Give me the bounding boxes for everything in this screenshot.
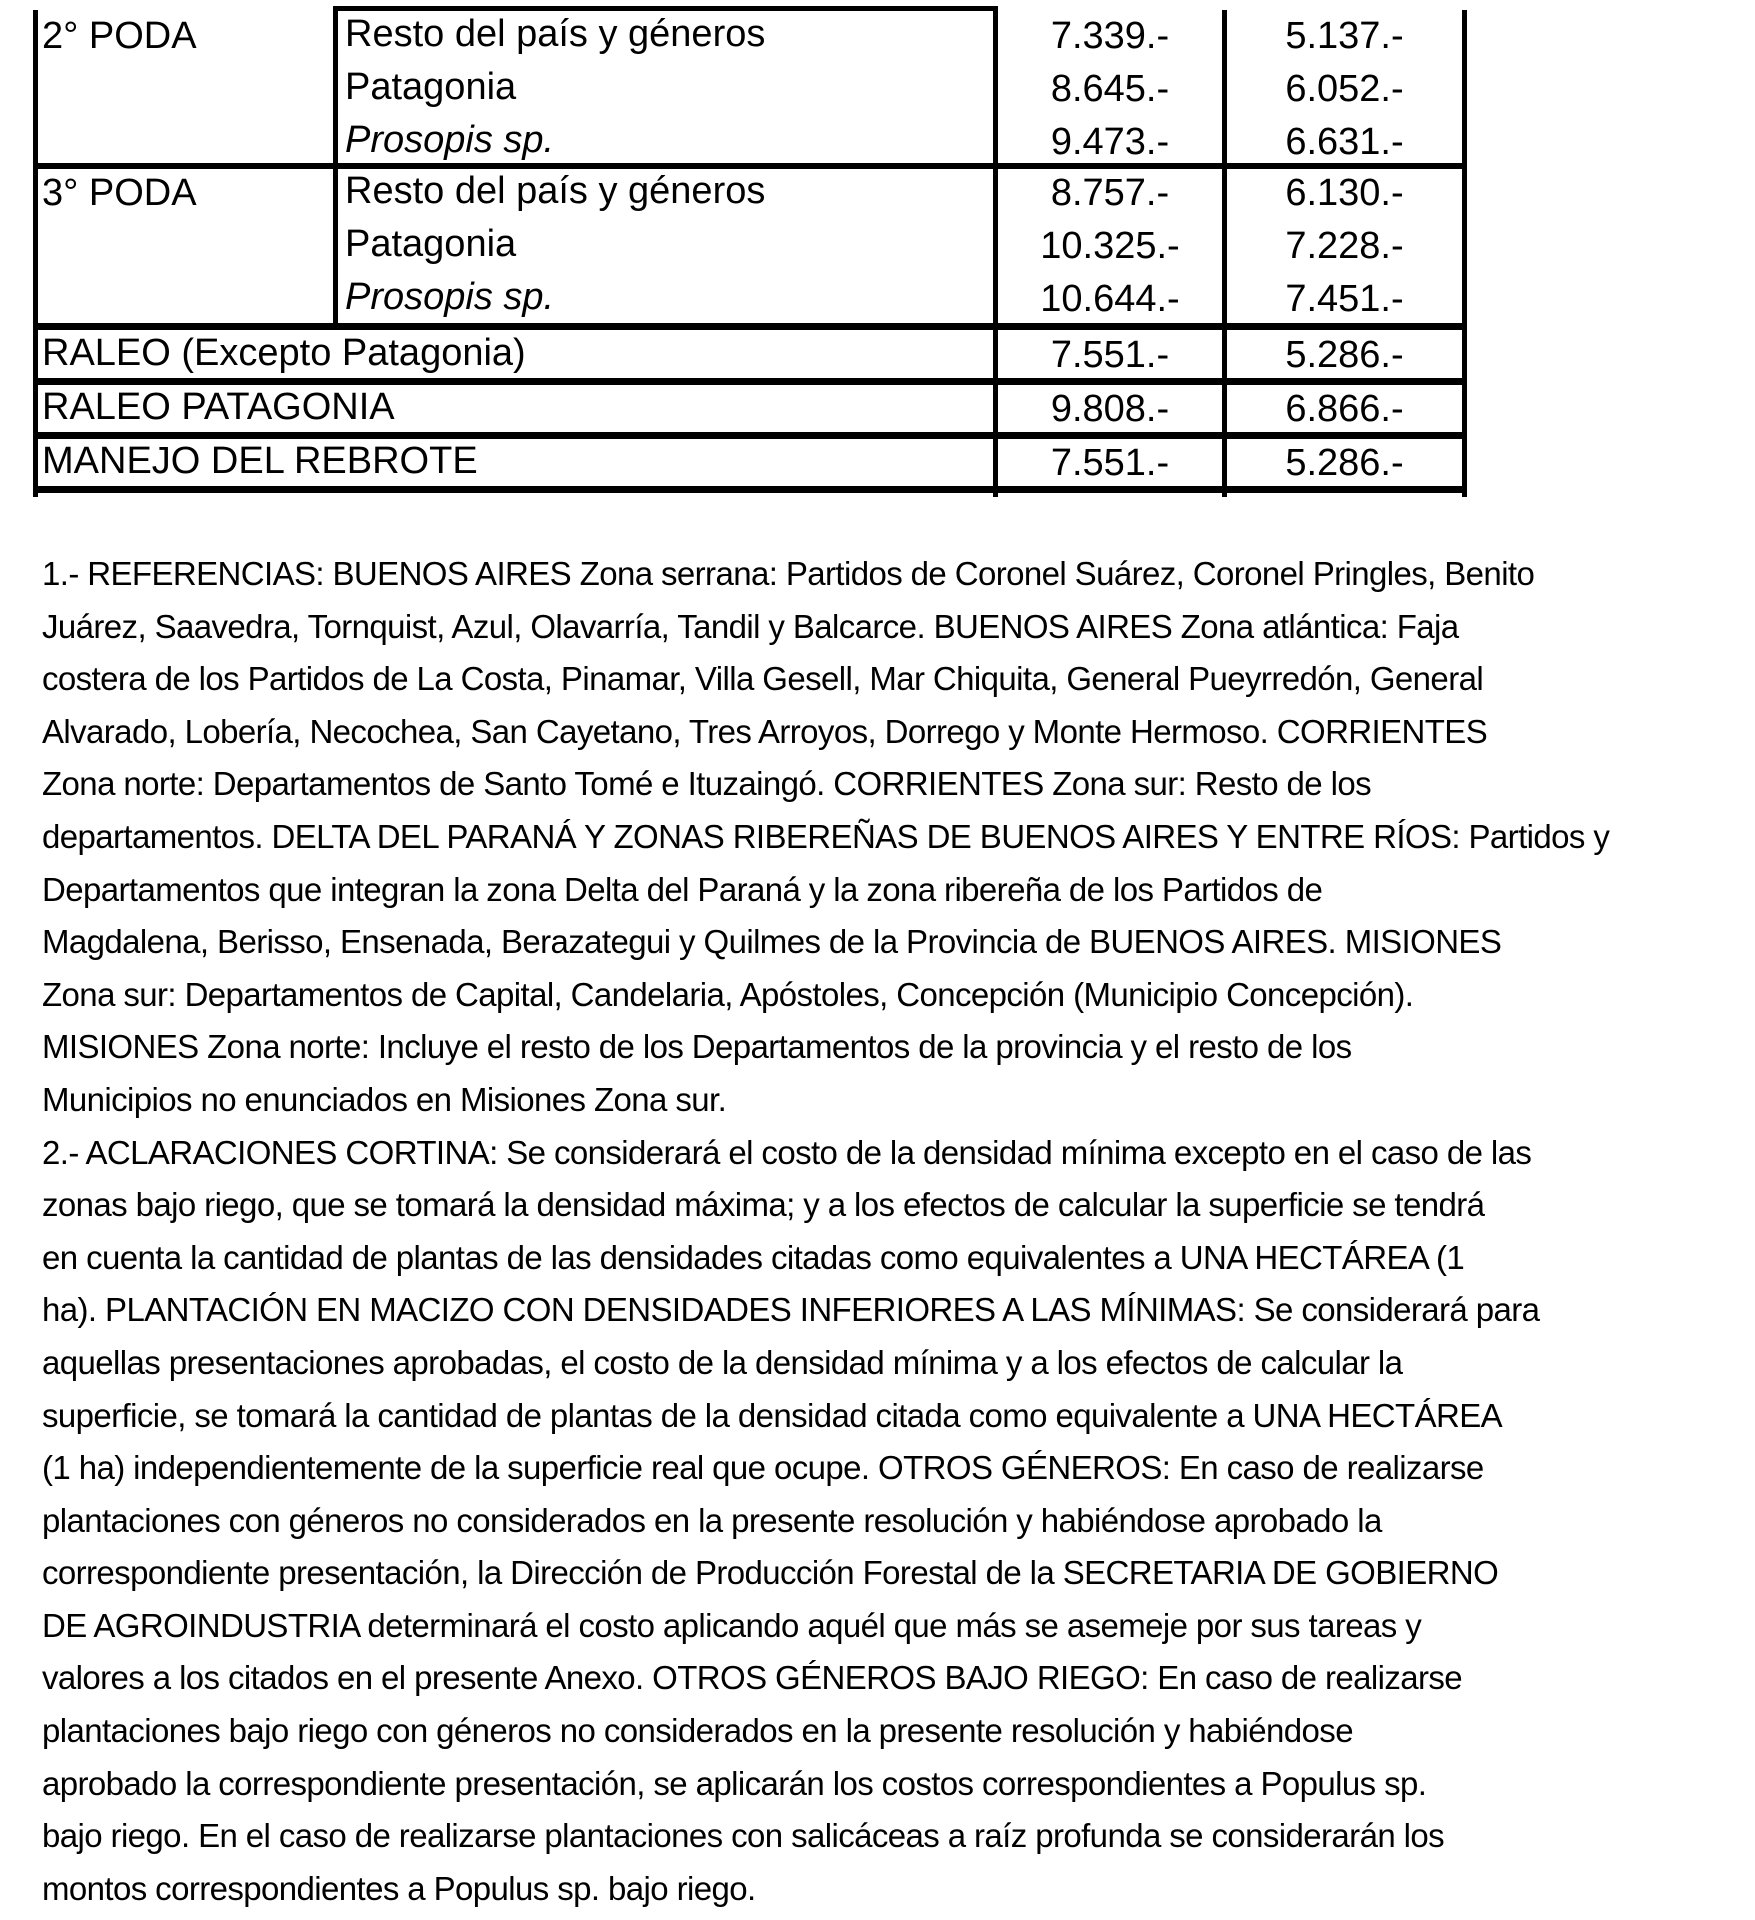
cost-value: 5.286.- [1285,334,1404,376]
note-line: zonas bajo riego, que se tomará la densidad máxima; y a los efectos de calcular la superficie se tendrá [42,1186,1485,1224]
cost-value: 8.757.- [1050,172,1170,214]
cost-value: 8.645.- [1050,68,1170,110]
cost-value: 10.325.- [1040,225,1180,267]
note-line: Zona sur: Departamentos de Capital, Candelaria, Apóstoles, Concepción (Municipio Concepción). [42,975,1414,1013]
note-line: montos correspondientes a Populus sp. bajo riego. [42,1869,756,1907]
zone-label: Patagonia [345,223,517,265]
note-line: ha). PLANTACIÓN EN MACIZO CON DENSIDADES INFERIORES A LAS MÍNIMAS: Se considerará para [42,1291,1540,1329]
cost-value: 6.631.- [1285,121,1404,163]
note-line: 1.- REFERENCIAS: BUENOS AIRES Zona serrana: Partidos de Coronel Suárez, Coronel Pringles, Benito [42,555,1535,592]
note-line: correspondiente presentación, la Dirección de Producción Forestal de la SECRETARIA DE GOBIERNO [42,1554,1499,1592]
note-line: DE AGROINDUSTRIA determinará el costo aplicando aquél que más se asemeje por sus tareas y [42,1606,1422,1644]
cost-value: 6.052.- [1285,68,1404,110]
zone-label: Patagonia [345,66,517,108]
zone-label: Prosopis sp. [345,276,555,318]
zone-label: Resto del país y géneros [345,13,766,55]
task-label: 3° PODA [42,172,197,214]
zone-label: Prosopis sp. [345,119,555,161]
task-label: MANEJO DEL REBROTE [42,440,478,482]
note-line: costera de los Partidos de La Costa, Pinamar, Villa Gesell, Mar Chiquita, General Pueyrredón, General [42,660,1484,698]
note-line: Zona norte: Departamentos de Santo Tomé e Ituzaingó. CORRIENTES Zona sur: Resto de los [42,765,1371,803]
table-border-right [1462,10,1467,497]
note-line: Juárez, Saavedra, Tornquist, Azul, Olavarría, Tandil y Balcarce. BUENOS AIRES Zona atlántica: Faja [42,607,1459,645]
task-label: RALEO PATAGONIA [42,386,395,428]
zone-label: Resto del país y géneros [345,170,766,212]
cost-value: 5.286.- [1285,442,1404,484]
note-line: Municipios no enunciados en Misiones Zona sur. [42,1080,727,1118]
cost-value: 7.551.- [1050,334,1170,376]
note-line: departamentos. DELTA DEL PARANÁ Y ZONAS RIBEREÑAS DE BUENOS AIRES Y ENTRE RÍOS: Partidos y [42,817,1610,855]
notes-section [42,548,1742,1915]
note-line: plantaciones con géneros no considerados en la presente resolución y habiéndose aprobado la [42,1501,1382,1539]
cost-table [0,0,1755,500]
note-line: superficie, se tomará la cantidad de plantas de la densidad citada como equivalente a UNA HECTÁREA [42,1396,1503,1434]
cost-value: 5.137.- [1285,15,1404,57]
cost-value: 7.339.- [1050,15,1170,57]
note-line: aquellas presentaciones aprobadas, el costo de la densidad mínima y a los efectos de calcular la [42,1343,1403,1381]
note-line: aprobado la correspondiente presentación, se aplicarán los costos correspondientes a Populus sp. [42,1764,1427,1802]
note-line: MISIONES Zona norte: Incluye el resto de los Departamentos de la provincia y el resto de los [42,1028,1352,1066]
note-line: Magdalena, Berisso, Ensenada, Berazategui y Quilmes de la Provincia de BUENOS AIRES. MISIONES [42,923,1502,961]
cost-value: 9.473.- [1050,121,1170,163]
note-line: en cuenta la cantidad de plantas de las densidades citadas como equivalentes a UNA HECTÁREA (1 [42,1238,1465,1276]
cost-value: 7.451.- [1285,278,1404,320]
task-label: RALEO (Excepto Patagonia) [42,332,526,374]
table-border-left [33,10,38,497]
cost-value: 9.808.- [1050,388,1170,430]
note-line: bajo riego. En el caso de realizarse plantaciones con salicáceas a raíz profunda se considerarán los [42,1817,1445,1855]
note-line: Departamentos que integran la zona Delta del Paraná y la zona ribereña de los Partidos de [42,870,1323,908]
note-line: 2.- ACLARACIONES CORTINA: Se considerará el costo de la densidad mínima excepto en el caso de las [42,1133,1532,1171]
note-line: Alvarado, Lobería, Necochea, San Cayetano, Tres Arroyos, Dorrego y Monte Hermoso. CORRIENTES [42,712,1488,750]
cost-value: 7.228.- [1285,225,1404,267]
cost-value: 6.866.- [1285,388,1404,430]
task-label: 2° PODA [42,15,197,57]
note-line: valores a los citados en el presente Anexo. OTROS GÉNEROS BAJO RIEGO: En caso de realizarse [42,1659,1463,1697]
note-line: (1 ha) independientemente de la superficie real que ocupe. OTROS GÉNEROS: En caso de realizarse [42,1449,1484,1487]
note-line: plantaciones bajo riego con géneros no considerados en la presente resolución y habiéndose [42,1712,1353,1750]
cost-value: 10.644.- [1040,278,1180,320]
cost-value: 6.130.- [1285,172,1404,214]
cost-value: 7.551.- [1050,442,1170,484]
